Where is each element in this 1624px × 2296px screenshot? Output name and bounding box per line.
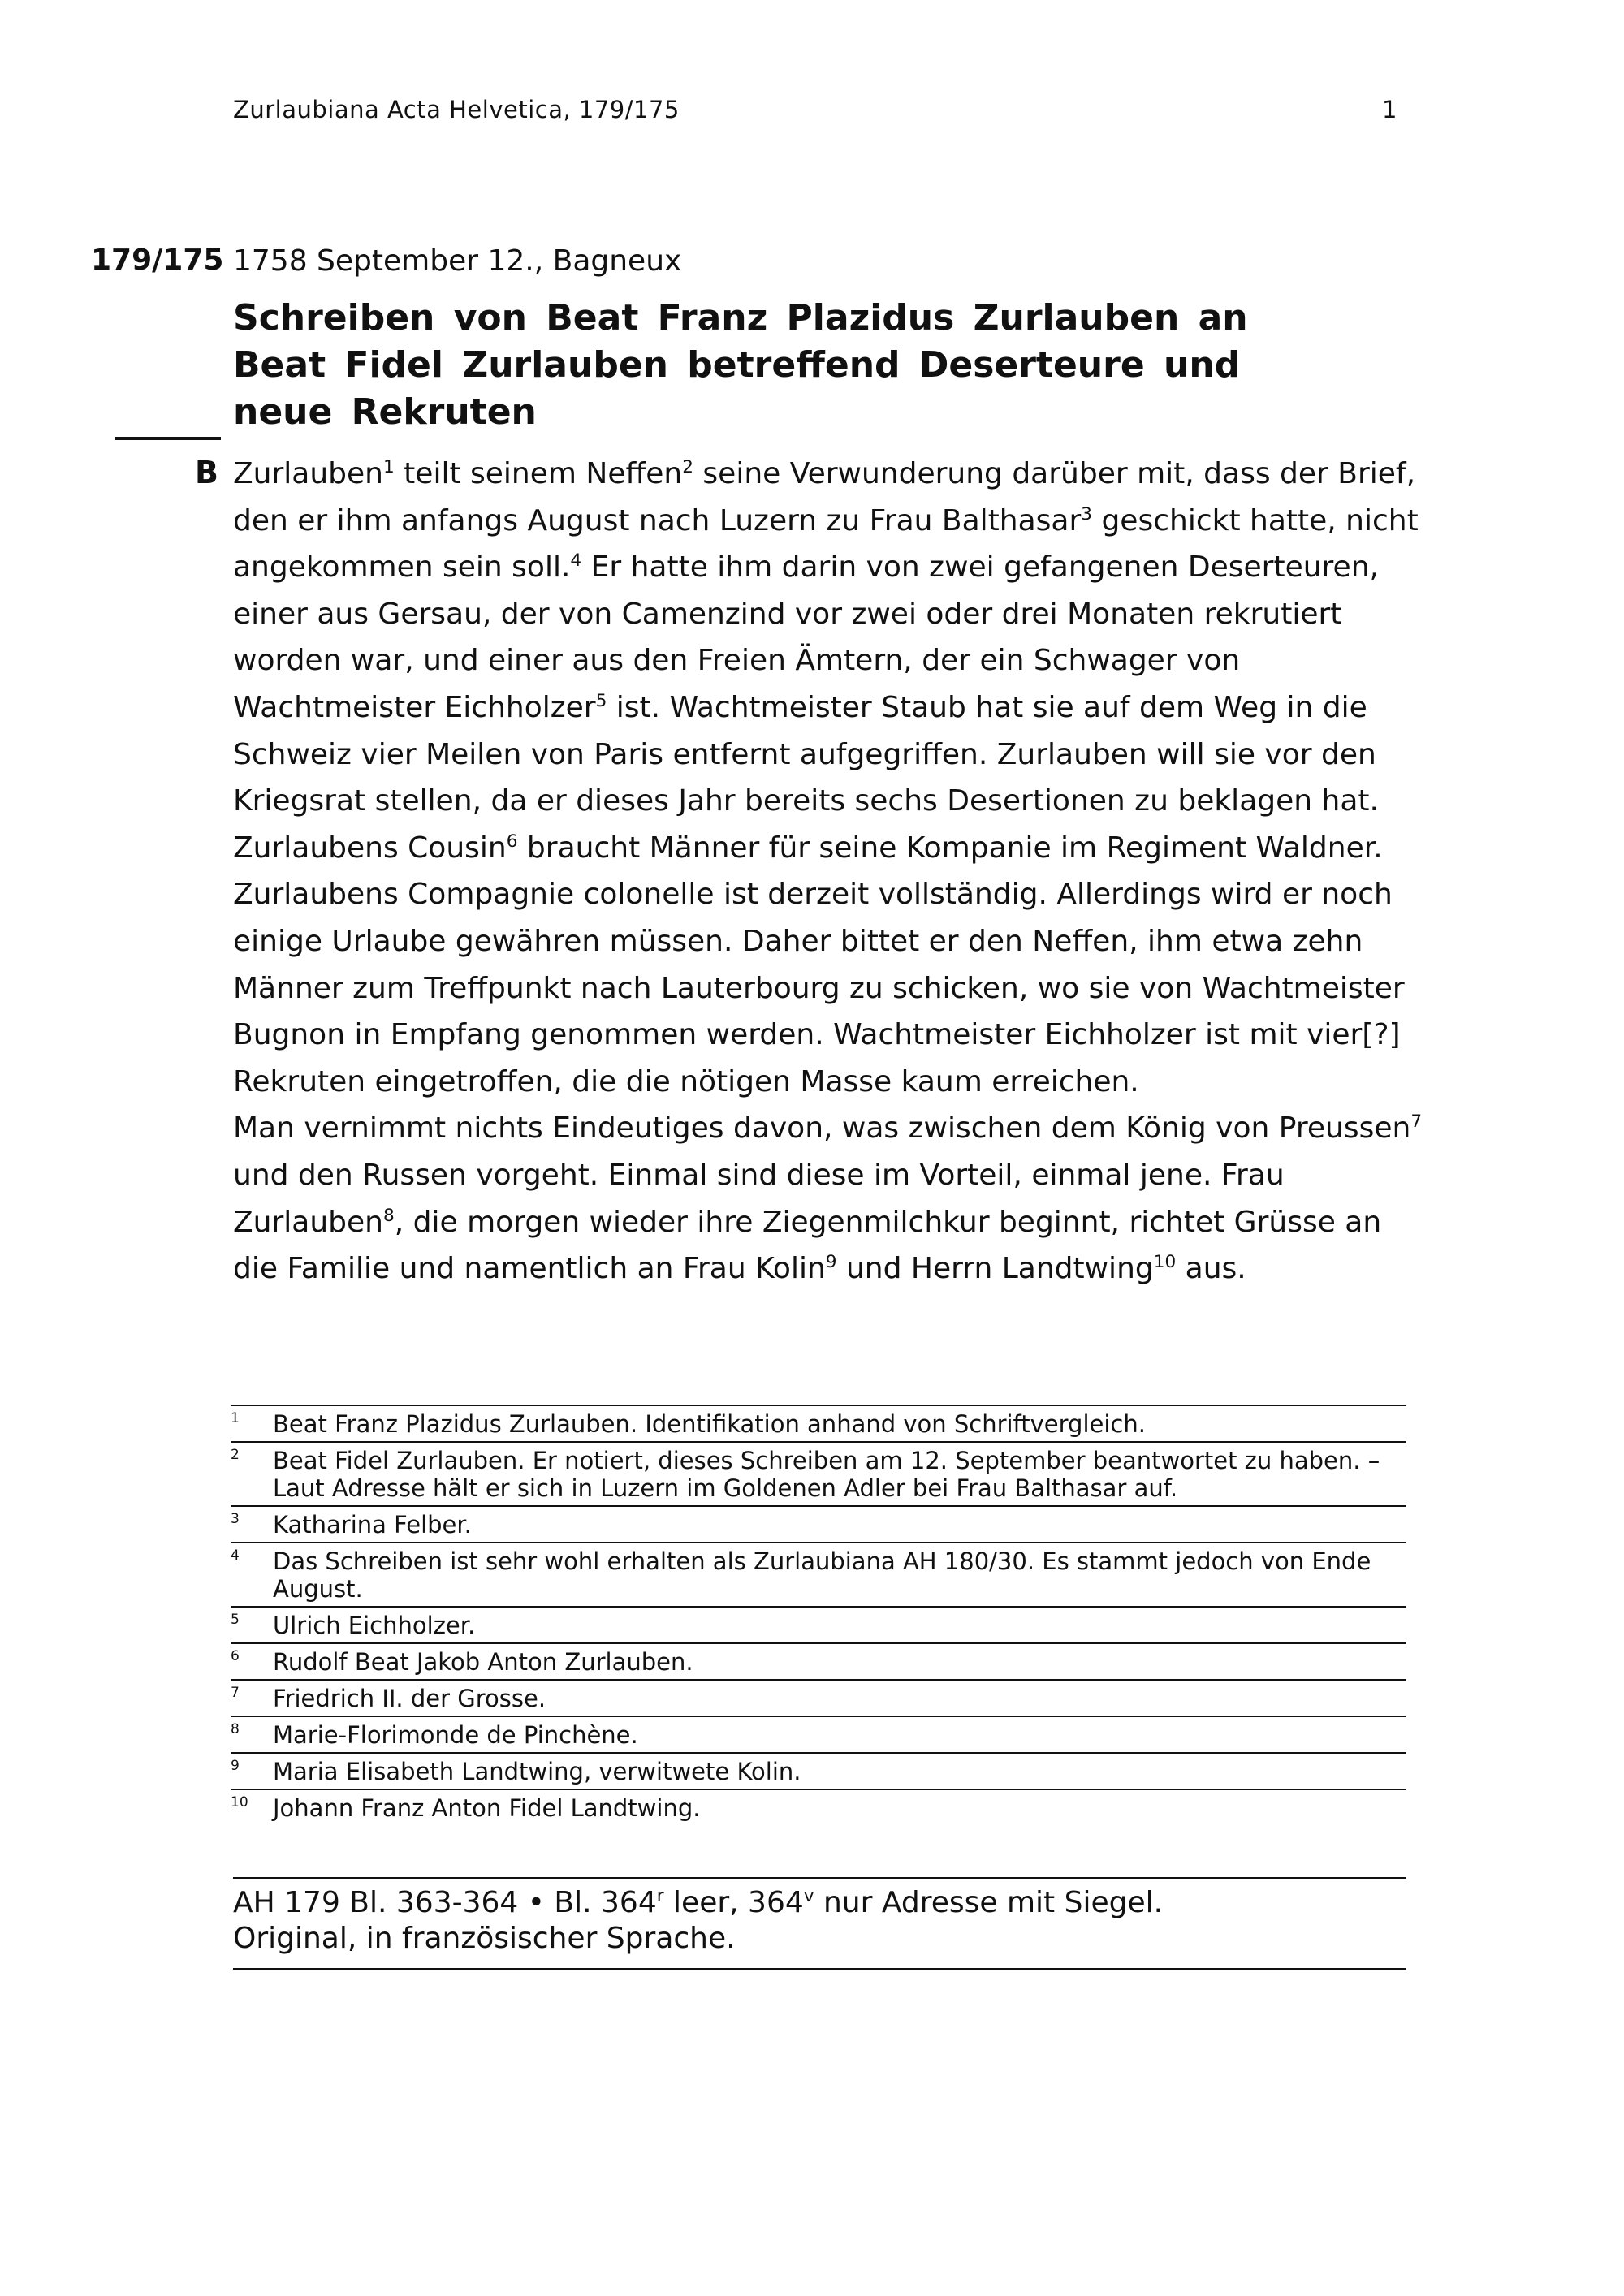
footnote-text: Rudolf Beat Jakob Anton Zurlauben. <box>273 1648 693 1676</box>
siglum: B <box>195 455 218 490</box>
footnote <box>231 1405 1406 1441</box>
footnote-number: 1 <box>231 1410 240 1426</box>
footnote-text: Ulrich Eichholzer. <box>273 1612 476 1639</box>
page-number: 1 <box>1382 96 1397 123</box>
running-header: Zurlaubiana Acta Helvetica, 179/175 <box>233 96 680 123</box>
archive-reference <box>233 1877 1406 1970</box>
footnotes <box>231 1405 1406 1825</box>
footnote <box>231 1542 1406 1606</box>
archive-line: AH 179 Bl. 363-364 • Bl. 364$^r$ leer, 364$^v$ nur Adresse mit Siegel. <box>233 1886 1164 1919</box>
footnote-ref[interactable]: 4 <box>570 550 582 572</box>
footnote-text: Das Schreiben ist sehr wohl erhalten als Zurlaubiana AH 180/30. Es stammt jedoch von Ende August. <box>273 1547 1371 1603</box>
footnote <box>231 1679 1406 1716</box>
footnote <box>231 1752 1406 1789</box>
footnote <box>231 1716 1406 1752</box>
footnote-number: 8 <box>231 1721 240 1737</box>
document-id: 179/175 <box>91 244 224 277</box>
footnote-ref[interactable]: 2 <box>682 457 693 477</box>
footnote-ref[interactable]: 7 <box>1410 1111 1423 1133</box>
footnote <box>231 1606 1406 1642</box>
footnote-ref[interactable]: 8 <box>382 1205 395 1226</box>
footnote-number: 4 <box>231 1547 240 1564</box>
footnote-text: Katharina Felber. <box>273 1511 472 1539</box>
footnote-number: 6 <box>231 1648 240 1664</box>
footnote-text: Marie-Florimonde de Pinchène. <box>273 1721 638 1749</box>
footnote-ref[interactable]: 3 <box>1081 503 1093 524</box>
footnote-text: Beat Fidel Zurlauben. Er notiert, dieses Schreiben am 12. September beantwortet zu haben. – Laut Adresse hält er sich in Luzern im Goldenen Adler bei Frau Balthasar auf. <box>273 1447 1380 1502</box>
footnote-number: 10 <box>231 1794 248 1810</box>
section-rule <box>115 437 221 440</box>
footnote-number: 3 <box>231 1511 240 1527</box>
summary-paragraph: Man vernimmt nichts Eindeutiges davon, was zwischen dem König von Preussen$^7$ und den Russen vorgeht. Einmal sind diese im Vorteil, einmal jene. Frau Zurlauben$^8$, die morgen wieder ihre Ziegenmilchkur beginnt, richtet Grüsse an die Familie und namentlich an Frau Kolin$^9$ und Herrn Landtwing$^{10}$ aus. <box>233 1111 1423 1286</box>
footnote <box>231 1505 1406 1542</box>
document-title: Schreiben von Beat Franz Plazidus Zurlauben an Beat Fidel Zurlauben betreffend Deserteure und neue Rekruten <box>233 297 1248 433</box>
footnote-ref[interactable]: 9 <box>825 1252 837 1273</box>
footnote-number: 9 <box>231 1758 240 1774</box>
dateline: 1758 September 12., Bagneux <box>233 244 682 278</box>
summary-paragraph: Zurlauben$^1$ teilt seinem Neffen$^2$ seine Verwunderung darüber mit, dass der Brief, den er ihm anfangs August nach Luzern zu Frau Balthasar$^3$ geschickt hatte, nicht angekommen sein soll.$^4$ Er hatte ihm darin von zwei gefangenen Deserteuren, einer aus Gersau, der von Camenzind vor zwei oder drei Monaten rekrutiert worden war, und einer aus den Freien Ämtern, der ein Schwager von Wachtmeister Eichholzer$^5$ ist. Wachtmeister Staub hat sie auf dem Weg in die Schweiz vier Meilen von Paris entfernt aufgegriffen. Zurlauben will sie vor den Kriegsrat stellen, da er dieses Jahr bereits sechs Desertionen zu beklagen hat. Zurlaubens Cousin$^6$ braucht Männer für seine Kompanie im Regiment Waldner. Zurlaubens Compagnie colonelle ist derzeit vollständig. Allerdings wird er noch einige Urlaube gewähren müssen. Daher bittet er den Neffen, ihm etwa zehn Männer zum Treffpunkt nach Lauterbourg zu schicken, wo sie von Wachtmeister Bugnon in Empfang genommen werden. Wachtmeister Eichholzer ist mit vier[?] Rekruten eingetroffen, die die nötigen Masse kaum erreichen. <box>233 457 1419 1098</box>
footnote-text: Beat Franz Plazidus Zurlauben. Identifikation anhand von Schriftvergleich. <box>273 1410 1146 1438</box>
footnote-number: 7 <box>231 1685 240 1701</box>
footnote <box>231 1642 1406 1679</box>
footnote-ref[interactable]: 5 <box>595 690 607 711</box>
footnote-ref[interactable]: 6 <box>506 831 518 852</box>
footnote <box>231 1441 1406 1505</box>
footnote <box>231 1789 1406 1825</box>
footnote-text: Maria Elisabeth Landtwing, verwitwete Kolin. <box>273 1758 801 1785</box>
archive-line: Original, in französischer Sprache. <box>233 1922 736 1955</box>
summary-text <box>233 451 1427 1293</box>
footnote-ref[interactable]: 1 <box>382 457 395 477</box>
footnote-number: 2 <box>231 1447 240 1463</box>
footnote-text: Friedrich II. der Grosse. <box>273 1685 546 1712</box>
footnote-text: Johann Franz Anton Fidel Landtwing. <box>273 1794 701 1822</box>
footnote-number: 5 <box>231 1612 240 1628</box>
footnote-ref[interactable]: 10 <box>1153 1252 1177 1273</box>
